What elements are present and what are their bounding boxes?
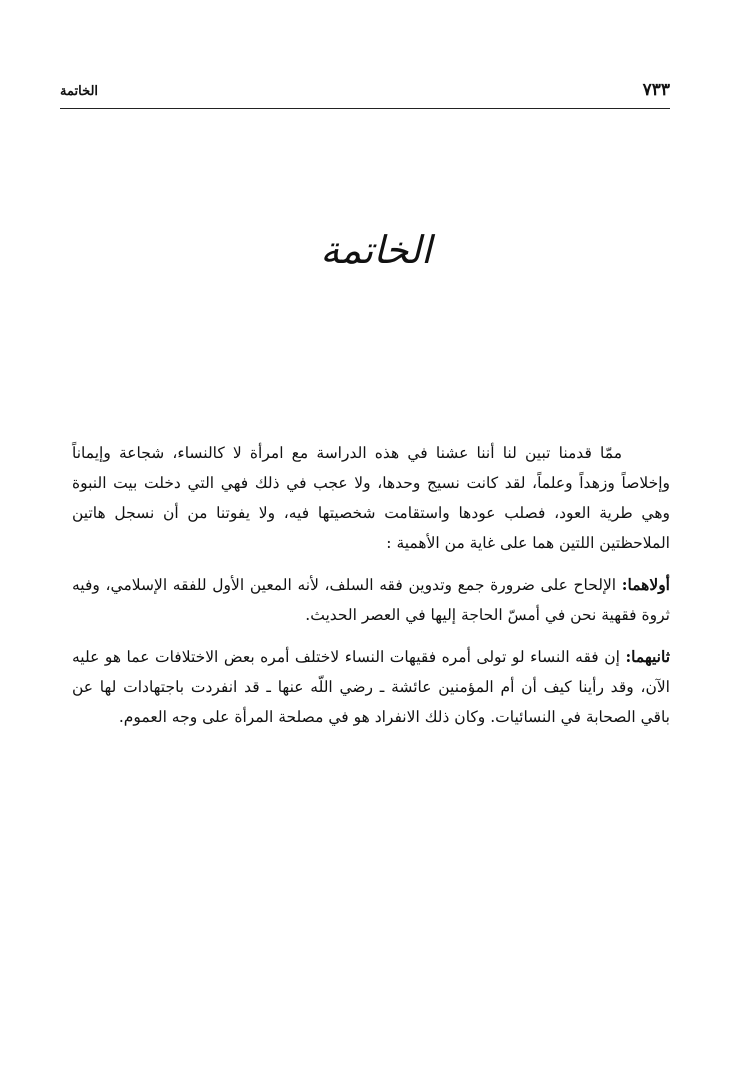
running-header	[60, 78, 670, 109]
point-first	[72, 570, 670, 630]
page-number: ٧٣٣	[642, 80, 670, 100]
point-second	[72, 642, 670, 732]
chapter-title: الخاتمة	[320, 228, 432, 272]
running-title: الخاتمة	[60, 84, 99, 99]
point-second-label: ثانيهما:	[625, 647, 671, 666]
point-second-text: إن فقه النساء لو تولى أمره فقيهات النساء لاختلف أمره بعض الاختلافات عما هو عليه الآن، وقد رأينا كيف أن أم المؤمنين عائشة ـ رضي اللّه عنها ـ قد انفردت باجتهادات لها عن باقي الصحابة في النسائيات. وكان ذلك الانفراد هو في مصلحة المرأة على وجه العموم.	[72, 648, 670, 726]
point-first-label: أولاهما:	[621, 575, 670, 594]
point-first-text: الإلحاح على ضرورة جمع وتدوين فقه السلف، لأنه المعين الأول للفقه الإسلامي، وفيه ثروة فقهية نحن في أمسّ الحاجة إليها في العصر الحديث.	[72, 576, 670, 624]
body-text	[72, 438, 670, 744]
intro-paragraph: ممّا قدمنا تبين لنا أننا عشنا في هذه الدراسة مع امرأة لا كالنساء، شجاعة وإيماناً وإخلاصاً وزهداً وعلماً، لقد كانت نسيج وحدها، ولا عجب في ذلك فهي التي دخلت بيت النبوة وهي طرية العود، فصلب عودها واستقامت شخصيتها فيه، ولا يفوتنا من أن نسجل هاتين الملاحظتين اللتين هما على غاية من الأهمية :	[72, 444, 670, 552]
